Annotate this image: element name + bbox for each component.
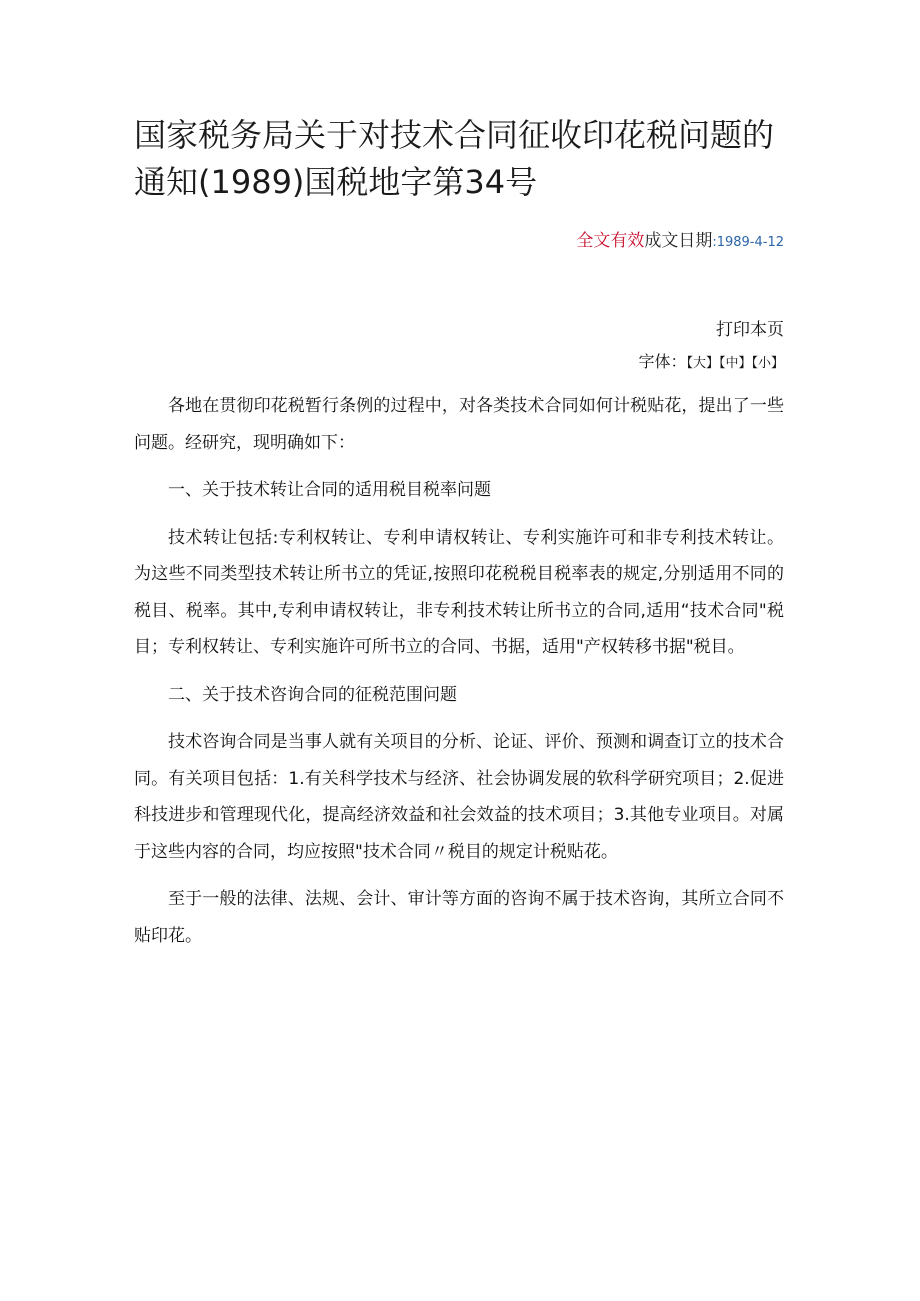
section-heading-2: 二、关于技术咨询合同的征税范围问题 bbox=[168, 684, 457, 705]
font-large-button[interactable]: 【大】 bbox=[686, 356, 719, 371]
date-value: 1989-4-12 bbox=[716, 235, 784, 250]
body-paragraph-consulting: 技术咨询合同是当事人就有关项目的分析、论证、评价、预测和调查订立的技术合同。有关项目包括：1.有关科学技术与经济、社会协调发展的软科学研究项目；2.促进科技进步和管理现代化，提高经济效益和社会效益的技术项目；3.其他专业项目。对属于这些内容的合同，均应按照"技术合同〃税目的规定计税贴花。 bbox=[134, 732, 784, 862]
document-body bbox=[134, 388, 784, 954]
document-meta bbox=[134, 230, 784, 254]
date-separator: : bbox=[712, 235, 717, 250]
font-medium-button[interactable]: 【中】 bbox=[718, 356, 752, 371]
validity-status: 全文有效 bbox=[576, 231, 645, 251]
page-title: 国家税务局关于对技术合同征收印花税问题的通知(1989)国税地字第34号 bbox=[134, 116, 775, 201]
print-page-link[interactable]: 打印本页 bbox=[716, 320, 784, 340]
body-paragraph-exclusion: 至于一般的法律、法规、会计、审计等方面的咨询不属于技术咨询，其所立合同不贴印花。 bbox=[134, 889, 784, 946]
body-paragraph-transfer: 技术转让包括:专利权转让、专利申请权转让、专利实施许可和非专利技术转让。为这些不同类型技术转让所书立的凭证,按照印花税税目税率表的规定,分别适用不同的税目、税率。其中,专利申请权转让，非专利技术转让所书立的合同,适用“技术合同"税目；专利权转让、专利实施许可所书立的合同、书据，适用"产权转移书据"税目。 bbox=[134, 527, 784, 657]
date-label: 成文日期 bbox=[644, 231, 713, 251]
font-small-button[interactable]: 【小】 bbox=[751, 356, 784, 371]
section-heading-1: 一、关于技术转让合同的适用税目税率问题 bbox=[168, 480, 491, 500]
font-size-label: 字体： bbox=[638, 352, 687, 371]
body-paragraph-intro: 各地在贯彻印花税暂行条例的过程中，对各类技术合同如何计税贴花，提出了一些问题。经研究，现明确如下： bbox=[134, 396, 784, 453]
font-size-bar bbox=[134, 350, 784, 376]
document-page bbox=[134, 112, 784, 965]
